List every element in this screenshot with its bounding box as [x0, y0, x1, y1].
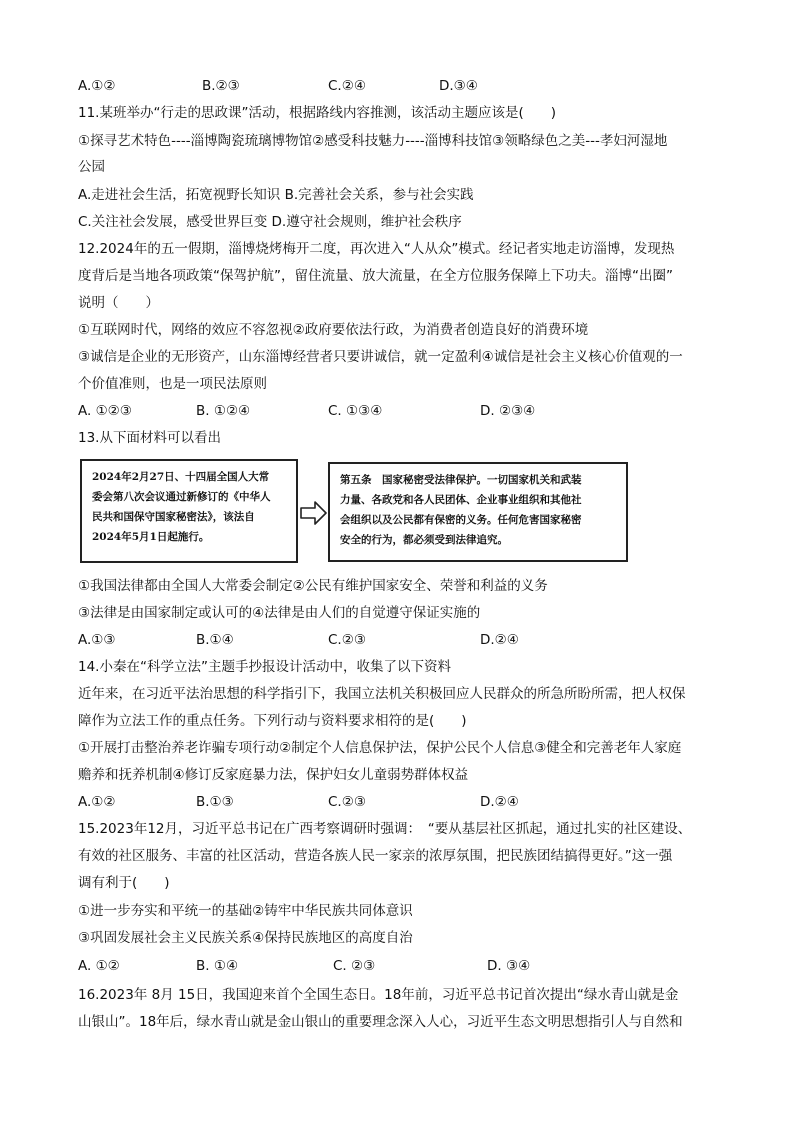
- q12-stem-line: 12.2024年的五一假期，淄博烧烤梅开二度，再次进入“人从众”模式。经记者实地走访淄博，发现热: [78, 241, 675, 257]
- option-b: B.②③: [202, 78, 240, 94]
- q12-item-line: ③诚信是企业的无形资产，山东淄博经营者只要讲诚信，就一定盈利④诚信是社会主义核心价值观的一: [78, 349, 683, 365]
- option-b: B. ①②④: [196, 403, 251, 419]
- q15-item-line: ③巩固发展社会主义民族关系④保持民族地区的高度自治: [78, 930, 413, 946]
- q11-item-line: ①探寻艺术特色----淄博陶瓷琉璃博物馆②感受科技魅力----淄博科技馆③领略绿色之美---孝妇河湿地: [78, 133, 668, 149]
- option-d: D. ②③④: [480, 403, 536, 419]
- q14-material-line: 近年来，在习近平法治思想的科学指引下，我国立法机关积极回应人民群众的所急所盼所需，把人权保: [78, 686, 686, 702]
- box-line: 2024年2月27日、十四届全国人大常: [92, 471, 270, 483]
- option-a: A. ①②: [78, 958, 120, 974]
- q12-stem-line: 度背后是当地各项政策“保驾护航”，留住流量、放大流量，在全方位服务保障上下功夫。淄博“出圈”: [78, 268, 673, 284]
- q11-item-line: 公园: [78, 159, 105, 175]
- option-c: C.②③: [328, 632, 366, 648]
- q13-material-box-left: [80, 459, 298, 563]
- option-a: A. ①②③: [78, 403, 132, 419]
- q15-stem-line: 有效的社区服务、丰富的社区活动，营造各族人民一家亲的浓厚氛围，把民族团结搞得更好。”这一强: [78, 848, 673, 864]
- q11-choice-line: A.走进社会生活，拓宽视野长知识 B.完善社会关系，参与社会实践: [78, 187, 474, 203]
- option-d: D. ③④: [487, 958, 531, 974]
- box-line: 2024年5月1日起施行。: [92, 531, 210, 543]
- q16-stem-line: 16.2023年 8月 15日，我国迎来首个全国生态日。18年前，习近平总书记首次提出“绿水青山就是金: [78, 987, 679, 1003]
- option-c: C. ①③④: [328, 403, 383, 419]
- q13-stem: 13.从下面材料可以看出: [78, 430, 221, 446]
- option-b: B.①③: [196, 794, 234, 810]
- option-b: B. ①④: [196, 958, 239, 974]
- q14-item-line: 赡养和抚养机制④修订反家庭暴力法，保护妇女儿童弱势群体权益: [78, 767, 469, 783]
- option-b: B.①④: [196, 632, 234, 648]
- q16-stem-line: 山银山”。18年后，绿水青山就是金山银山的重要理念深入人心，习近平生态文明思想指引人与自然和: [78, 1014, 683, 1030]
- q15-stem-line: 调有利于( ): [78, 875, 170, 891]
- q15-stem-line: 15.2023年12月，习近平总书记在广西考察调研时强调： “要从基层社区抓起，通过扎实的社区建设、: [78, 821, 692, 837]
- option-a: A.①②: [78, 78, 116, 94]
- right-arrow-icon: [300, 500, 328, 526]
- q11-stem: 11.某班举办“行走的思政课”活动，根据路线内容推测，该活动主题应该是( ): [78, 105, 556, 121]
- q14-stem: 14.小秦在“科学立法”主题手抄报设计活动中，收集了以下资料: [78, 659, 451, 675]
- q12-stem-line: 说明（ ）: [78, 295, 159, 311]
- option-d: D.②④: [480, 794, 519, 810]
- box-line: 会组织以及公民都有保密的义务。任何危害国家秘密: [340, 514, 582, 526]
- q12-item-line: 个价值准则，也是一项民法原则: [78, 376, 267, 392]
- option-d: D.③④: [439, 78, 478, 94]
- option-a: A.①③: [78, 632, 116, 648]
- option-d: D.②④: [480, 632, 519, 648]
- option-c: C.②③: [328, 794, 366, 810]
- box-line: 第五条 国家秘密受法律保护。一切国家机关和武装: [340, 474, 582, 486]
- box-line: 委会第八次会议通过新修订的《中华人: [92, 491, 271, 503]
- q15-item-line: ①进一步夯实和平统一的基础②铸牢中华民族共同体意识: [78, 903, 413, 919]
- q12-item-line: ①互联网时代，网络的效应不容忽视②政府要依法行政，为消费者创造良好的消费环境: [78, 322, 589, 338]
- q14-material-line: 障作为立法工作的重点任务。下列行动与资料要求相符的是( ): [78, 713, 467, 729]
- box-line: 力量、各政党和各人民团体、企业事业组织和其他社: [340, 494, 582, 506]
- q13-item-line: ③法律是由国家制定或认可的④法律是由人们的自觉遵守保证实施的: [78, 605, 481, 621]
- option-a: A.①②: [78, 794, 116, 810]
- box-line: 安全的行为，都必须受到法律追究。: [340, 534, 508, 546]
- q11-choice-line: C.关注社会发展，感受世界巨变 D.遵守社会规则，维护社会秩序: [78, 214, 462, 230]
- box-line: 民共和国保守国家秘密法》，该法自: [92, 511, 255, 523]
- q13-item-line: ①我国法律都由全国人大常委会制定②公民有维护国家安全、荣誉和利益的义务: [78, 578, 548, 594]
- option-c: C. ②③: [333, 958, 376, 974]
- q13-material-box-right: [328, 462, 628, 562]
- q14-item-line: ①开展打击整治养老诈骗专项行动②制定个人信息保护法，保护公民个人信息③健全和完善老年人家庭: [78, 740, 682, 756]
- option-c: C.②④: [328, 78, 366, 94]
